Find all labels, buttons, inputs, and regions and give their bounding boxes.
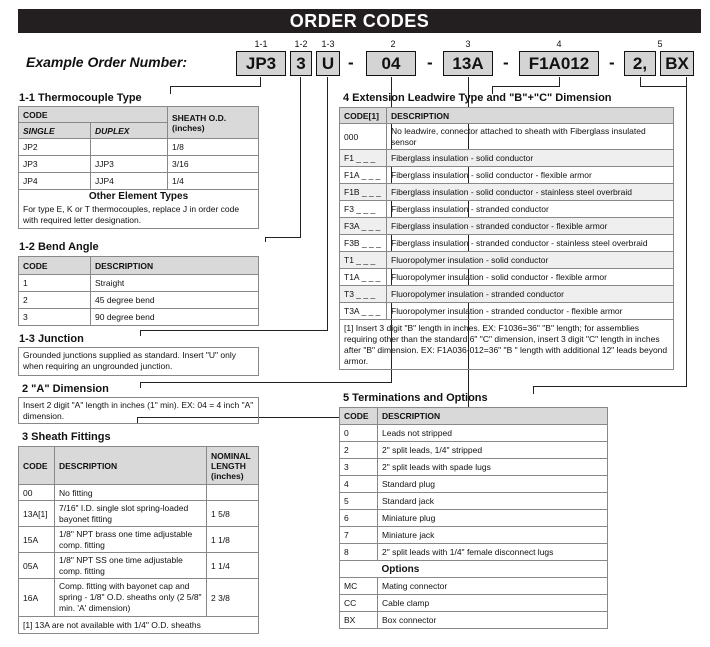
cell-code: 15A xyxy=(19,527,55,553)
cell-code: T3 _ _ _ xyxy=(340,286,387,303)
cell-code: F3 _ _ _ xyxy=(340,201,387,218)
leadwire-footnote: [1] Insert 3 digit "B" length in inches. EX: F1036=36" "B" length; for assemblies requiring other than the standard 6" "C" dimension, insert 3 digit "C" length in inches after "B" dimension. EX: F1A036-012=36" "B " length with additional 12" leads beyond armor. xyxy=(340,320,674,370)
cell-code: 0 xyxy=(340,425,378,442)
connector-line xyxy=(640,86,686,87)
segment-number: 1-1 xyxy=(254,39,268,49)
header-code: CODE xyxy=(19,447,55,485)
cell-description: Fluoropolymer insulation - solid conductor xyxy=(387,252,674,269)
cell-code: MC xyxy=(340,578,378,595)
code-segment-option: BX xyxy=(660,51,694,76)
connector-line xyxy=(140,382,392,388)
cell-description: Fluoropolymer insulation - stranded conductor xyxy=(387,286,674,303)
header-description: DESCRIPTION xyxy=(378,408,608,425)
connector-line xyxy=(327,77,328,330)
cell-description: 1/8" NPT brass one time adjustable comp. fitting xyxy=(55,527,207,553)
connector-line xyxy=(170,86,261,94)
cell-code: T1 _ _ _ xyxy=(340,252,387,269)
cell-description: Fluoropolymer insulation - solid conductor - flexible armor xyxy=(387,269,674,286)
segment-number: 1-3 xyxy=(321,39,335,49)
dash-separator: - xyxy=(348,53,354,72)
cell-description: No fitting xyxy=(55,485,207,501)
cell-code: T3A _ _ _ xyxy=(340,303,387,320)
cell-description: 45 degree bend xyxy=(91,292,259,309)
cell-code: F3A _ _ _ xyxy=(340,218,387,235)
cell-code: 16A xyxy=(19,579,55,617)
cell-od: 3/16 xyxy=(168,156,259,173)
segment-number: 2 xyxy=(390,39,396,49)
code-segment-termination: 2, xyxy=(624,51,656,76)
cell-code: 4 xyxy=(340,476,378,493)
cell-code: F1B _ _ _ xyxy=(340,184,387,201)
cell-code: T1A _ _ _ xyxy=(340,269,387,286)
header-description: DESCRIPTION xyxy=(55,447,207,485)
header-code: CODE xyxy=(340,408,378,425)
connector-line xyxy=(265,237,266,242)
cell-description: 2" split leads with 1/4" female disconnect lugs xyxy=(378,544,608,561)
code-segment-sheath-fitting: 13A xyxy=(443,51,493,76)
cell-description: Fiberglass insulation - solid conductor - flexible armor xyxy=(387,167,674,184)
bend-angle-table xyxy=(18,256,259,326)
cell-description: Fiberglass insulation - solid conductor xyxy=(387,150,674,167)
dash-separator: - xyxy=(609,53,615,72)
code-segment-bend: 3 xyxy=(290,51,312,76)
code-segment-junction: U xyxy=(316,51,340,76)
other-element-types-title: Other Element Types xyxy=(19,190,259,204)
code-segment-thermocouple: JP3 xyxy=(236,51,286,76)
cell-description: Fiberglass insulation - stranded conductor - stainless steel overbraid xyxy=(387,235,674,252)
cell-code: 13A[1] xyxy=(19,501,55,527)
connector-line xyxy=(686,77,687,387)
cell-code: 3 xyxy=(19,309,91,326)
header-description: DESCRIPTION xyxy=(91,257,259,275)
cell-code: F1 _ _ _ xyxy=(340,150,387,167)
cell-description: 2" split leads, 1/4" stripped xyxy=(378,442,608,459)
cell-code: 2 xyxy=(19,292,91,309)
a-dimension-text: Insert 2 digit "A" length in inches (1" min). EX: 04 = 4 inch "A" dimension. xyxy=(18,397,259,424)
cell-single: JP4 xyxy=(19,173,91,190)
section-title-sheath-fittings: 3 Sheath Fittings xyxy=(22,431,111,443)
cell-description: 2" split leads with spade lugs xyxy=(378,459,608,476)
cell-length: 1 1/4 xyxy=(207,553,259,579)
cell-length: 1 5/8 xyxy=(207,501,259,527)
cell-description: 90 degree bend xyxy=(91,309,259,326)
section-title-a-dimension: 2 "A" Dimension xyxy=(22,383,109,395)
cell-code: 5 xyxy=(340,493,378,510)
cell-description: Fiberglass insulation - solid conductor - stainless steel overbraid xyxy=(387,184,674,201)
cell-description: Miniature jack xyxy=(378,527,608,544)
cell-description: Straight xyxy=(91,275,259,292)
segment-number: 4 xyxy=(556,39,562,49)
section-title-leadwire: 4 Extension Leadwire Type and "B"+"C" Dimension xyxy=(343,92,612,104)
section-title-terminations: 5 Terminations and Options xyxy=(343,392,488,404)
section-title-bend-angle: 1-2 Bend Angle xyxy=(19,241,99,253)
page-title: ORDER CODES xyxy=(18,9,701,33)
cell-code: 8 xyxy=(340,544,378,561)
connector-line xyxy=(300,77,301,237)
cell-code: CC xyxy=(340,595,378,612)
header-single: SINGLE xyxy=(19,123,91,139)
cell-duplex: JJP3 xyxy=(91,156,168,173)
cell-code: 6 xyxy=(340,510,378,527)
cell-single: JP2 xyxy=(19,139,91,156)
cell-code: F3B _ _ _ xyxy=(340,235,387,252)
cell-code: 05A xyxy=(19,553,55,579)
cell-description: Comp. fitting with bayonet cap and spring - 1/8" O.D. sheaths only (2 5/8" min. 'A' dimension) xyxy=(55,579,207,617)
cell-code: 7 xyxy=(340,527,378,544)
section-title-junction: 1-3 Junction xyxy=(19,333,84,345)
example-order-label: Example Order Number: xyxy=(26,54,188,70)
dash-separator: - xyxy=(503,53,509,72)
cell-code: F1A _ _ _ xyxy=(340,167,387,184)
cell-description: Fiberglass insulation - stranded conductor - flexible armor xyxy=(387,218,674,235)
leadwire-table xyxy=(339,107,674,370)
header-code: CODE xyxy=(19,257,91,275)
connector-line xyxy=(140,330,328,336)
cell-duplex xyxy=(91,139,168,156)
sheath-fittings-table xyxy=(18,446,259,634)
segment-number: 1-2 xyxy=(294,39,308,49)
header-nominal-length: NOMINAL LENGTH (inches) xyxy=(207,447,259,485)
cell-single: JP3 xyxy=(19,156,91,173)
cell-length: 1 1/8 xyxy=(207,527,259,553)
cell-description: 7/16" I.D. single slot spring-loaded bayonet fitting xyxy=(55,501,207,527)
thermocouple-table xyxy=(18,106,259,229)
cell-description: Mating connector xyxy=(378,578,608,595)
cell-description: Cable clamp xyxy=(378,595,608,612)
cell-description: No leadwire, connector attached to sheath with Fiberglass insulated sensor xyxy=(387,124,674,150)
header-code: CODE[1] xyxy=(340,108,387,124)
code-segment-a-dimension: 04 xyxy=(366,51,416,76)
cell-description: Standard plug xyxy=(378,476,608,493)
header-code: CODE xyxy=(19,107,168,123)
junction-text: Grounded junctions supplied as standard. Insert "U" only when requiring an ungrounded junction. xyxy=(18,347,259,376)
header-description: DESCRIPTION xyxy=(387,108,674,124)
cell-description: Miniature plug xyxy=(378,510,608,527)
cell-code: 1 xyxy=(19,275,91,292)
header-duplex: DUPLEX xyxy=(91,123,168,139)
cell-od: 1/4 xyxy=(168,173,259,190)
terminations-table xyxy=(339,407,608,629)
cell-code: 3 xyxy=(340,459,378,476)
cell-code: 2 xyxy=(340,442,378,459)
cell-description: Fiberglass insulation - stranded conductor xyxy=(387,201,674,218)
header-sheath-od: SHEATH O.D. (inches) xyxy=(168,107,259,139)
cell-length xyxy=(207,485,259,501)
cell-description: Standard jack xyxy=(378,493,608,510)
cell-code: 00 xyxy=(19,485,55,501)
cell-description: Leads not stripped xyxy=(378,425,608,442)
connector-line xyxy=(265,237,301,238)
segment-number: 3 xyxy=(465,39,471,49)
cell-od: 1/8 xyxy=(168,139,259,156)
options-title: Options xyxy=(378,561,608,578)
code-segment-leadwire: F1A012 xyxy=(519,51,599,76)
connector-line xyxy=(533,386,687,394)
other-element-types-text: For type E, K or T thermocouples, replace J in order code with required letter designation. xyxy=(19,203,259,229)
cell-length: 2 3/8 xyxy=(207,579,259,617)
cell-description: Fluoropolymer insulation - stranded conductor - flexible armor xyxy=(387,303,674,320)
sheath-fittings-footnote: [1] 13A are not available with 1/4" O.D. sheaths xyxy=(19,617,259,634)
cell-code: 000 xyxy=(340,124,387,150)
cell-description: Box connector xyxy=(378,612,608,629)
cell-description: 1/8" NPT SS one time adjustable comp. fitting xyxy=(55,553,207,579)
dash-separator: - xyxy=(427,53,433,72)
cell-duplex: JJP4 xyxy=(91,173,168,190)
cell-code: BX xyxy=(340,612,378,629)
segment-number: 5 xyxy=(657,39,663,49)
section-title-thermocouple: 1-1 Thermocouple Type xyxy=(19,92,142,104)
